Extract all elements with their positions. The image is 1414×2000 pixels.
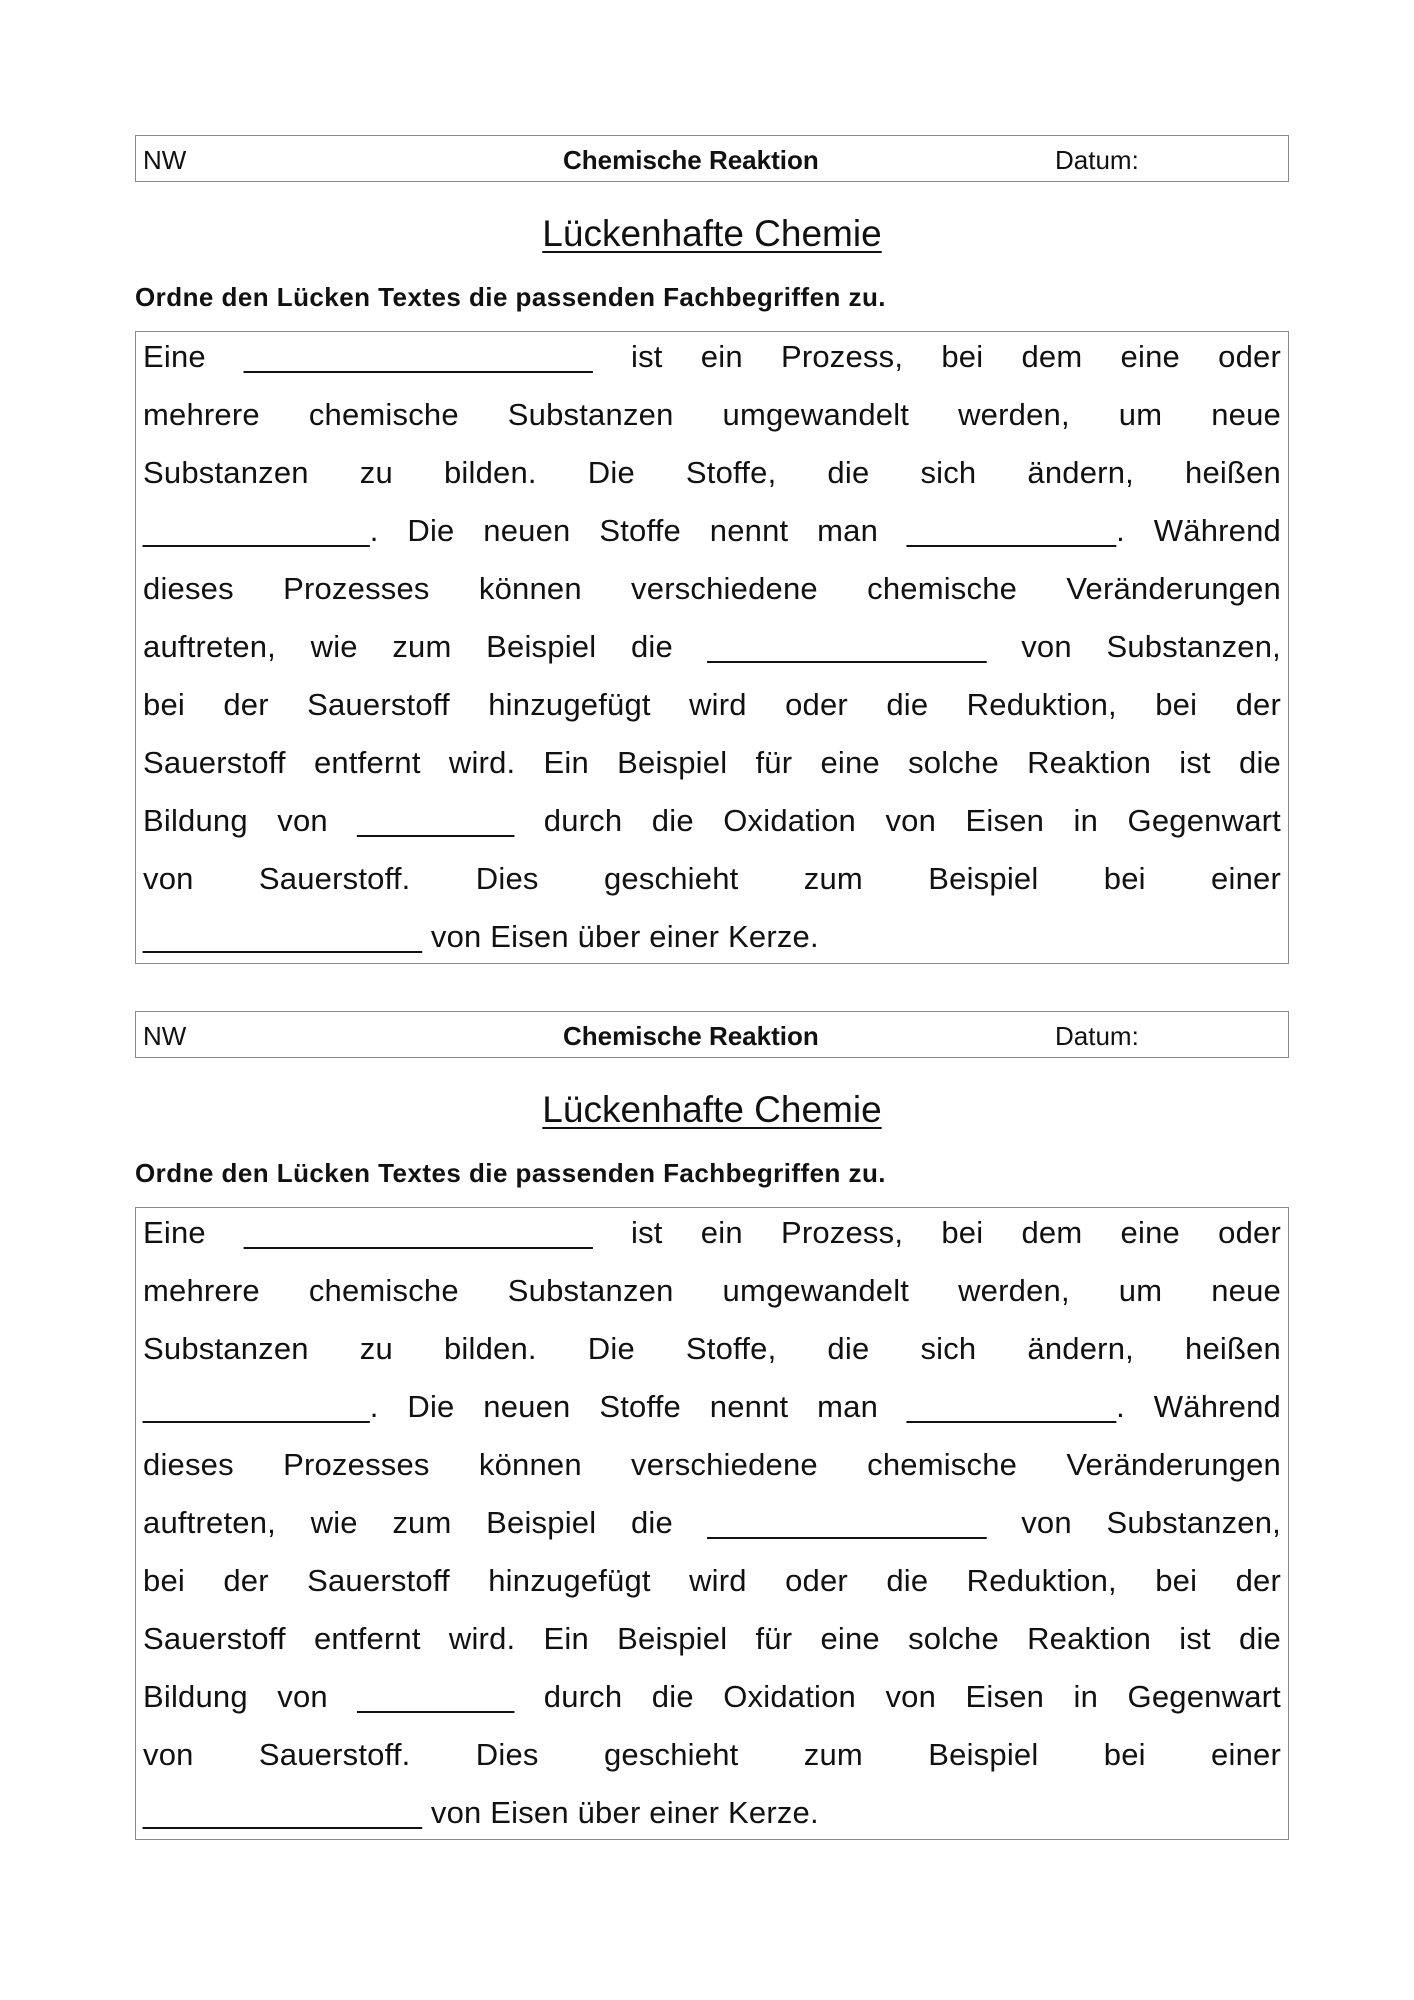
cloze-text-line: bei der Sauerstoff hinzugefügt wird oder die Reduktion, bei der (143, 1563, 1281, 1598)
date-label: Datum: (1055, 145, 1139, 175)
worksheet-title: Lückenhafte Chemie (542, 1089, 882, 1130)
worksheet-copy-1 (135, 135, 1289, 954)
subject-label: NW (143, 1021, 187, 1051)
cloze-text-box (135, 331, 1289, 964)
cloze-text-line: dieses Prozesses können verschiedene chemische Veränderungen (143, 571, 1281, 606)
cloze-text-line: bei der Sauerstoff hinzugefügt wird oder die Reduktion, bei der (143, 687, 1281, 722)
cloze-text-line: mehrere chemische Substanzen umgewandelt werden, um neue (143, 397, 1281, 432)
worksheet-header (135, 135, 1289, 182)
cloze-text-line: Bildung von _________ durch die Oxidation von Eisen in Gegenwart (143, 803, 1281, 838)
topic-label: Chemische Reaktion (563, 1021, 819, 1051)
cloze-text-line: Sauerstoff entfernt wird. Ein Beispiel für eine solche Reaktion ist die (143, 1621, 1281, 1656)
subject-label: NW (143, 145, 187, 175)
cloze-text-line: _____________. Die neuen Stoffe nennt man ____________. Während (143, 513, 1281, 548)
topic-label: Chemische Reaktion (563, 145, 819, 175)
cloze-text-line: ________________ von Eisen über einer Kerze. (143, 919, 819, 954)
cloze-text-line: von Sauerstoff. Dies geschieht zum Beispiel bei einer (143, 861, 1281, 896)
cloze-text-line: Bildung von _________ durch die Oxidation von Eisen in Gegenwart (143, 1679, 1281, 1714)
cloze-text-line: dieses Prozesses können verschiedene chemische Veränderungen (143, 1447, 1281, 1482)
cloze-text-line: auftreten, wie zum Beispiel die ________________ von Substanzen, (143, 629, 1281, 664)
cloze-text-line: _____________. Die neuen Stoffe nennt man ____________. Während (143, 1389, 1281, 1424)
cloze-text-line: Eine ____________________ ist ein Prozess, bei dem eine oder (143, 1215, 1281, 1250)
cloze-text-line: Eine ____________________ ist ein Prozess, bei dem eine oder (143, 339, 1281, 374)
cloze-text-line: Sauerstoff entfernt wird. Ein Beispiel für eine solche Reaktion ist die (143, 745, 1281, 780)
cloze-text-line: Substanzen zu bilden. Die Stoffe, die sich ändern, heißen (143, 455, 1281, 490)
cloze-text-line: mehrere chemische Substanzen umgewandelt werden, um neue (143, 1273, 1281, 1308)
instruction-text: Ordne den Lücken Textes die passenden Fachbegriffen zu. (135, 282, 886, 312)
worksheet-header (135, 1011, 1289, 1058)
instruction-text: Ordne den Lücken Textes die passenden Fachbegriffen zu. (135, 1158, 886, 1188)
date-label: Datum: (1055, 1021, 1139, 1051)
worksheet-title: Lückenhafte Chemie (542, 213, 882, 254)
worksheet-copy-2 (135, 1011, 1289, 1830)
cloze-text-box (135, 1207, 1289, 1840)
cloze-text-line: von Sauerstoff. Dies geschieht zum Beispiel bei einer (143, 1737, 1281, 1772)
cloze-text-line: Substanzen zu bilden. Die Stoffe, die sich ändern, heißen (143, 1331, 1281, 1366)
cloze-text-line: ________________ von Eisen über einer Kerze. (143, 1795, 819, 1830)
cloze-text-line: auftreten, wie zum Beispiel die ________________ von Substanzen, (143, 1505, 1281, 1540)
